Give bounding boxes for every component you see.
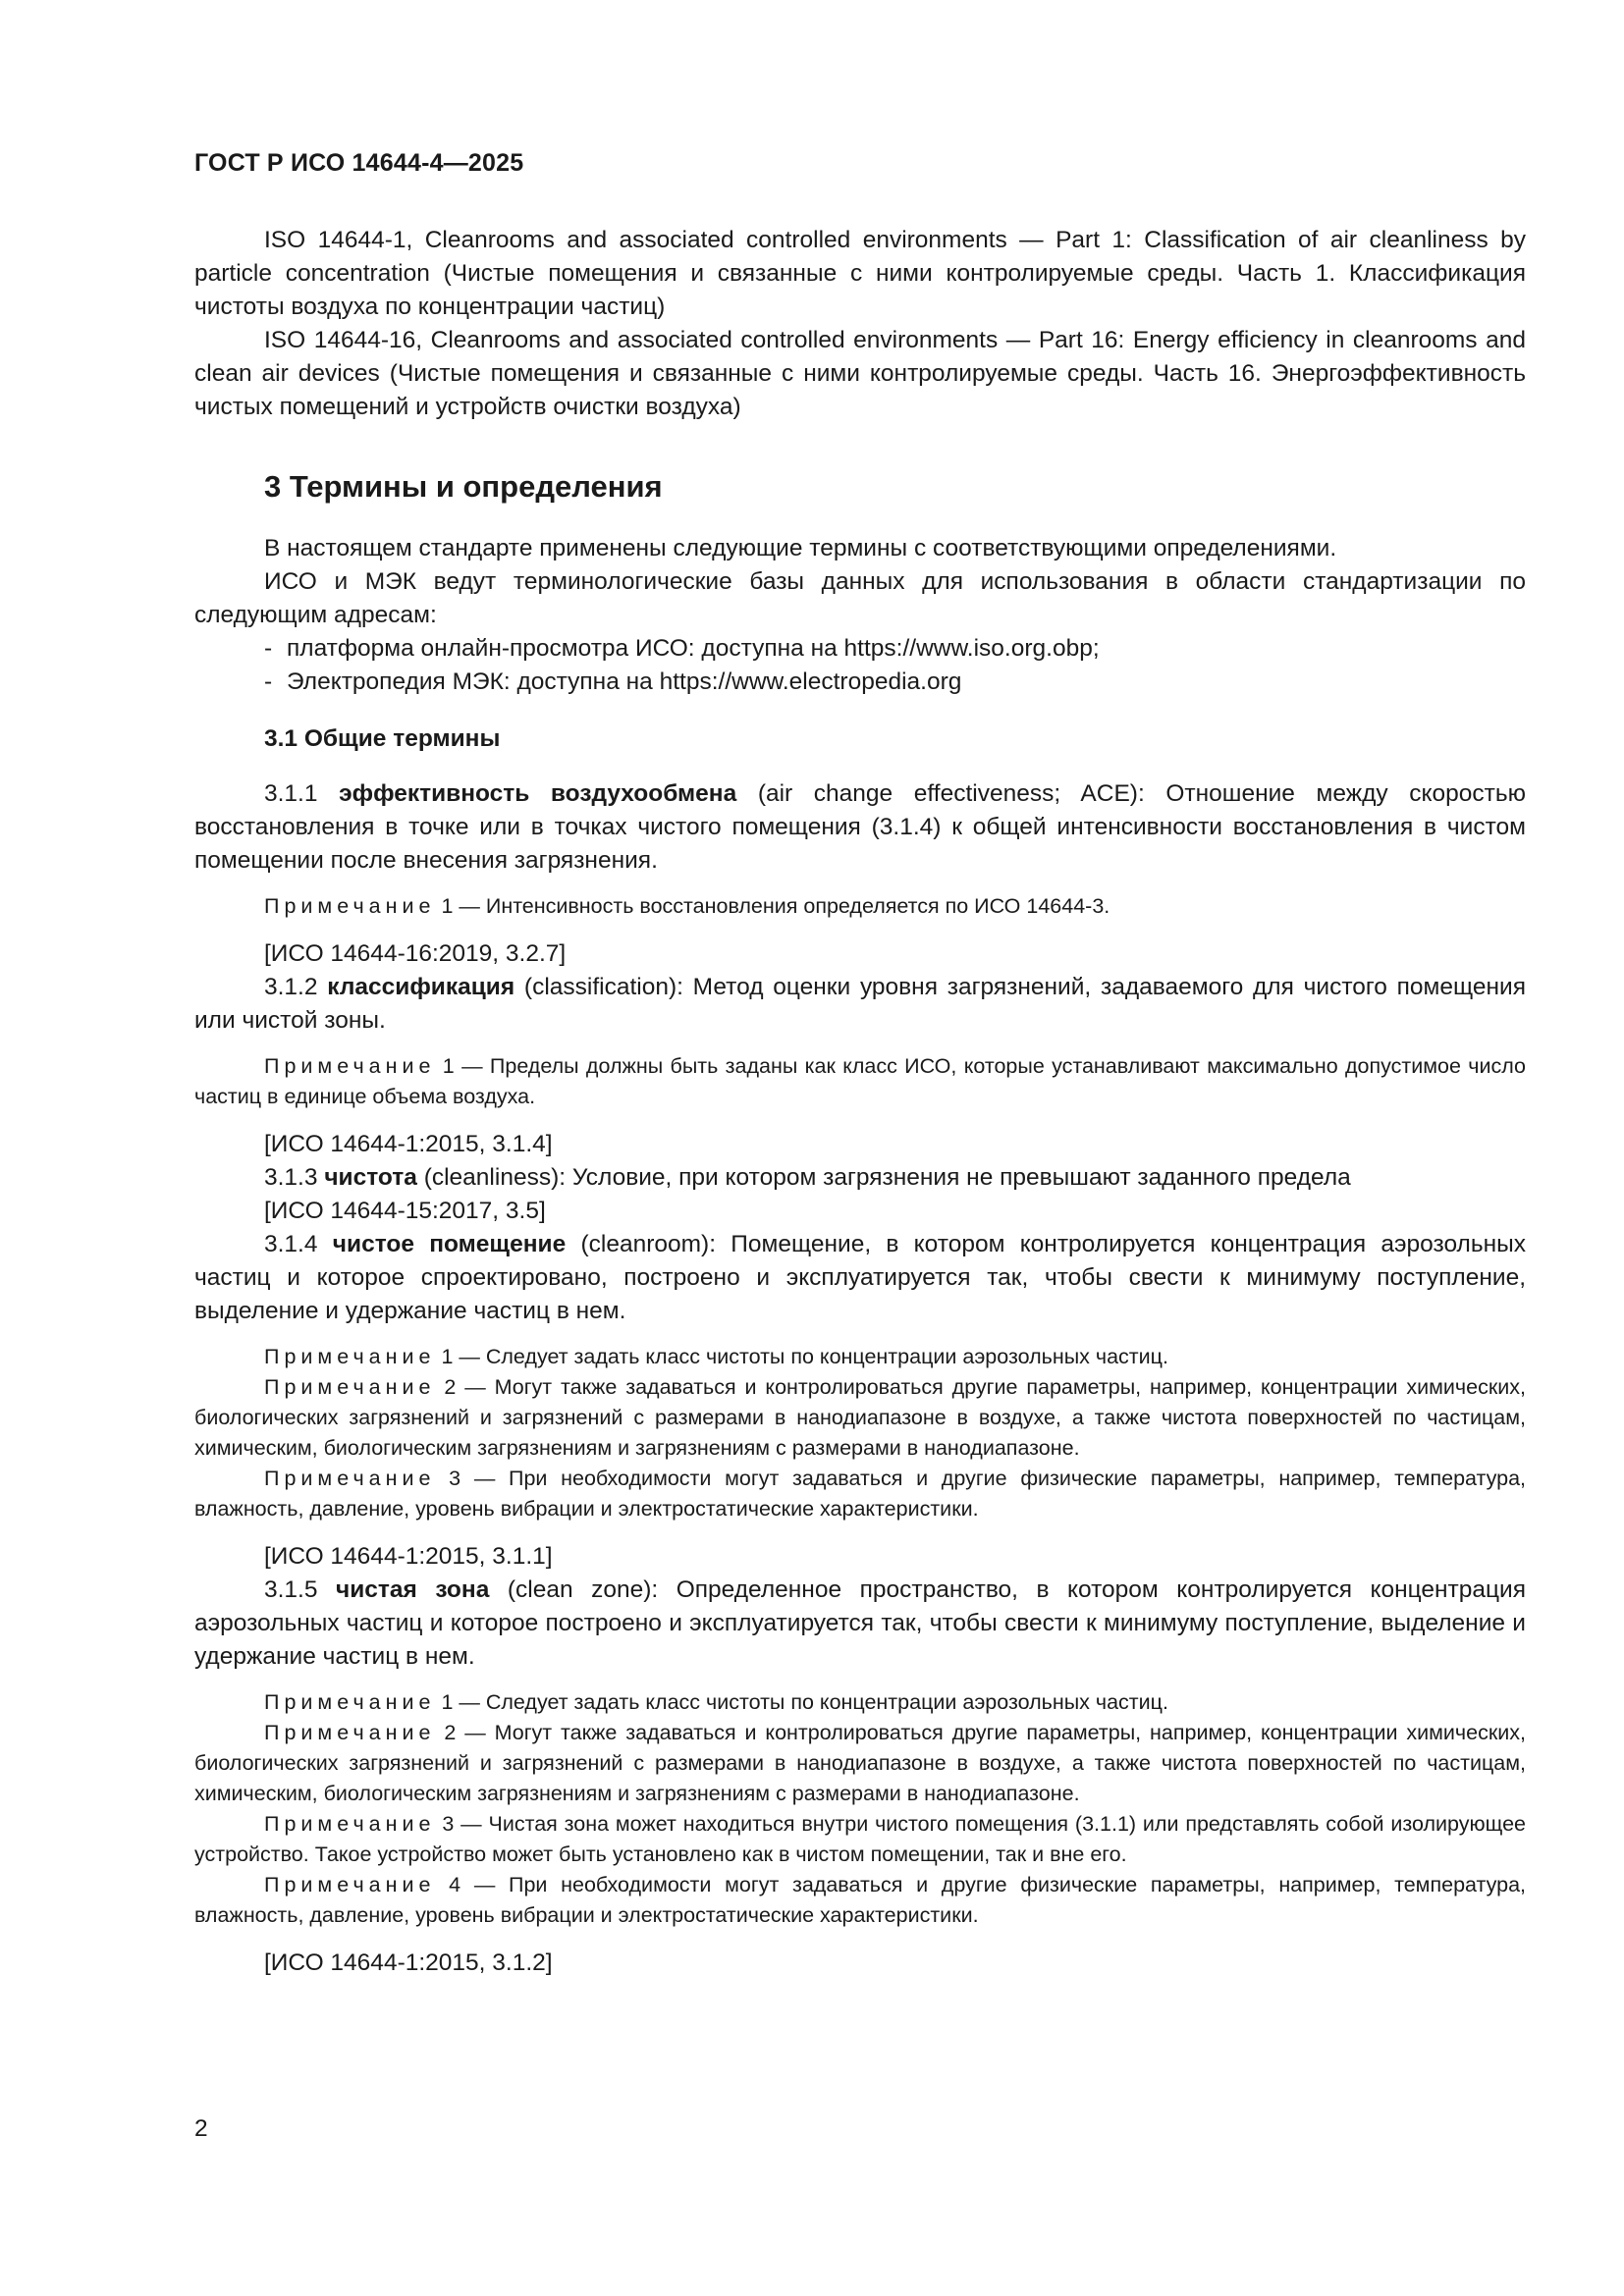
term-definition [194,1161,1526,1195]
note-label: Примечание [264,1345,436,1368]
section-intro: В настоящем стандарте применены следующие термины с соответствующими определениями. [264,535,1337,561]
term-name: чистая зона [336,1576,490,1603]
term-note [194,891,1526,922]
page-content [194,224,1526,1980]
note-text: — Чистая зона может находиться внутри чистого помещения (3.1.1) или представлять собой изолирующее устройство. Такое устройство может быть установлено как в чистом помещении, так и вне его. [194,1812,1526,1866]
term-name: эффективность воздухообмена [339,780,737,807]
reference-item: ISO 14644-16, Cleanrooms and associated controlled environments — Part 16: Energy efficiency in cleanrooms and clean air devices (Чистые помещения и связанные с ними контролируемые среды. Часть 16. Энергоэффективность чистых помещений и устройств очистки воздуха) [194,327,1526,420]
normative-references [194,224,1526,424]
term-definition-text: (cleanroom): Помещение, в котором контролируется концентрация аэрозольных частиц и которое спроектировано, построено и эксплуатируется так, чтобы свести к минимуму поступление, выделение и удержание частиц в нем. [194,1231,1527,1324]
note-text: — Пределы должны быть заданы как класс ИСО, которые устанавливают максимально допустимое число частиц в единице объема воздуха. [194,1054,1526,1108]
note-label: Примечание [264,1467,436,1490]
note-number: 2 [444,1375,457,1399]
term-note [194,1051,1526,1112]
term-name: чистота [324,1164,417,1191]
document-code-header: ГОСТ Р ИСО 14644-4—2025 [194,149,524,177]
db-item-text: Электропедия МЭК: доступна на https://www.electropedia.org [287,668,962,695]
terminology-db-text: ИСО и МЭК ведут терминологические базы данных для использования в области стандартизации по следующим адресам: [194,568,1526,628]
term-number: 3.1.5 [264,1576,318,1603]
term-name: чистое помещение [332,1231,567,1257]
term-note [194,1687,1526,1718]
note-number: 1 [442,1054,455,1078]
note-number: 2 [444,1721,457,1744]
note-text: — Интенсивность восстановления определяется по ИСО 14644-3. [459,894,1110,918]
note-number: 4 [449,1873,461,1896]
term-entry [194,971,1526,1161]
term-note [194,1870,1526,1931]
terms-list [194,777,1526,1980]
note-text: — При необходимости могут задаваться и другие физические параметры, например, температура, влажность, давление, уровень вибрации и электростатические характеристики. [194,1467,1526,1521]
term-note [194,1809,1526,1870]
terminology-db-item [264,632,1526,666]
note-label: Примечание [264,1054,436,1078]
term-note [194,1718,1526,1809]
notes-group [194,1687,1526,1931]
term-source: [ИСО 14644-1:2015, 3.1.2] [264,1949,553,1976]
term-definition [194,971,1526,1038]
term-definition [194,1228,1526,1328]
term-number: 3.1.4 [264,1231,318,1257]
note-number: 1 [441,1690,454,1714]
term-definition-text: (cleanliness): Условие, при котором загрязнения не превышают заданного предела [423,1164,1351,1191]
note-number: 1 [441,894,454,918]
note-text: — Следует задать класс чистоты по концентрации аэрозольных частиц. [459,1345,1168,1368]
term-entry [194,1161,1526,1228]
term-entry [194,777,1526,971]
term-note [194,1464,1526,1524]
section-title: 3 Термины и определения [264,469,663,504]
reference-item: ISO 14644-1, Cleanrooms and associated controlled environments — Part 1: Classification of air cleanliness by particle concentration (Чистые помещения и связанные с ними контролируемые среды. Часть 1. Классификация чистоты воздуха по концентрации частиц) [194,227,1526,320]
term-entry [194,1228,1526,1574]
note-label: Примечание [264,1690,436,1714]
note-label: Примечание [264,1375,436,1399]
notes-group [194,891,1526,922]
term-note [194,1372,1526,1464]
dash-marker: - [264,635,273,662]
note-label: Примечание [264,894,436,918]
note-number: 1 [441,1345,454,1368]
note-label: Примечание [264,1812,436,1836]
note-text: — Могут также задаваться и контролироваться другие параметры, например, концентрации химических, биологических загрязнений и загрязнений с размерами в нанодиапазоне в воздухе, а также чистота поверхностей по частицам, химическим, биологическим загрязнениям и загрязнениям с размерами в нанодиапазоне. [194,1375,1526,1460]
term-name: классификация [327,974,515,1000]
term-number: 3.1.1 [264,780,318,807]
term-definition-text: (classification): Метод оценки уровня загрязнений, задаваемого для чистого помещения или чистой зоны. [194,974,1527,1034]
term-source: [ИСО 14644-16:2019, 3.2.7] [264,940,567,967]
note-label: Примечание [264,1873,436,1896]
term-definition-text: (clean zone): Определенное пространство, в котором контролируется концентрация аэрозольных частиц и которое построено и эксплуатируется так, чтобы свести к минимуму поступление, выделение и удержание частиц в нем. [194,1576,1526,1670]
notes-group [194,1342,1526,1524]
term-number: 3.1.2 [264,974,318,1000]
note-text: — Могут также задаваться и контролироваться другие параметры, например, концентрации химических, биологических загрязнений и загрязнений с размерами в нанодиапазоне в воздухе, а также чистота поверхностей по частицам, химическим, биологическим загрязнениям и загрязнениям с размерами в нанодиапазоне. [194,1721,1526,1805]
term-definition [194,777,1526,878]
term-definition-text: (air change effectiveness; ACE): Отношение между скоростью восстановления в точке или в точках чистого помещения (3.1.4) к общей интенсивности восстановления в чистом помещении после внесения загрязнения. [194,780,1526,874]
term-source: [ИСО 14644-1:2015, 3.1.4] [264,1131,553,1157]
term-definition [194,1574,1526,1674]
note-number: 3 [449,1467,461,1490]
note-number: 3 [442,1812,455,1836]
notes-group [194,1051,1526,1112]
term-number: 3.1.3 [264,1164,318,1191]
note-text: — При необходимости могут задаваться и другие физические параметры, например, температура, влажность, давление, уровень вибрации и электростатические характеристики. [194,1873,1526,1927]
terminology-db-item [264,666,1526,699]
page-number: 2 [194,2115,208,2142]
term-entry [194,1574,1526,1980]
term-source: [ИСО 14644-1:2015, 3.1.1] [264,1543,553,1570]
subsection-title: 3.1 Общие термины [264,725,501,752]
note-text: — Следует задать класс чистоты по концентрации аэрозольных частиц. [459,1690,1168,1714]
db-item-text: платформа онлайн-просмотра ИСО: доступна на https://www.iso.org.obp; [287,635,1100,662]
term-source: [ИСО 14644-15:2017, 3.5] [264,1198,546,1224]
note-label: Примечание [264,1721,436,1744]
dash-marker: - [264,668,273,695]
term-note [194,1342,1526,1372]
